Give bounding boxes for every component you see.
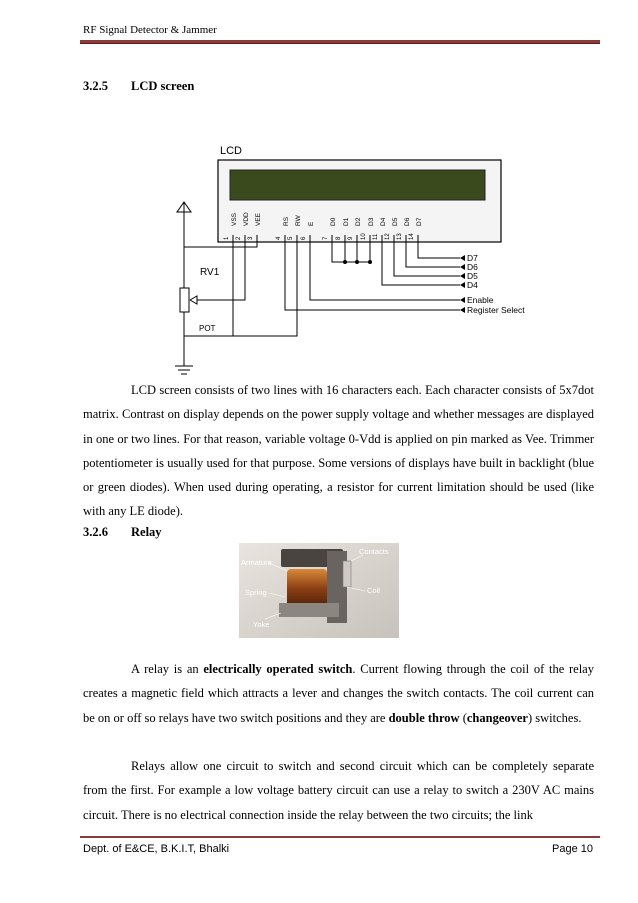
rv1-label: RV1 xyxy=(200,267,220,278)
potentiometer-symbol xyxy=(180,288,189,312)
pin-name-rw: RW xyxy=(295,215,302,226)
relay-photo xyxy=(239,543,399,638)
pin-number: 5 xyxy=(288,236,294,240)
running-header: RF Signal Detector & Jammer xyxy=(83,24,217,36)
pin-name-d0: D0 xyxy=(330,217,337,226)
footer-page-number: Page 10 xyxy=(552,843,593,855)
section-heading-relay xyxy=(83,525,162,540)
lcd-title: LCD xyxy=(220,145,243,157)
pin-name-d3: D3 xyxy=(368,217,375,226)
pin-number: 7 xyxy=(323,236,329,240)
label-yoke: Yoke xyxy=(253,620,270,629)
pin-name-d4: D4 xyxy=(380,217,387,226)
term-electrically-operated-switch: electrically operated switch xyxy=(203,662,353,676)
signal-label-enable: Enable xyxy=(467,295,494,305)
pin-name-vss: VSS xyxy=(231,212,238,226)
section-title: LCD screen xyxy=(131,79,195,93)
lcd-display-area xyxy=(230,170,485,200)
section-heading-lcd xyxy=(83,79,194,94)
pin-name-d1: D1 xyxy=(343,217,350,226)
pin-number: 10 xyxy=(361,233,367,240)
pin-number: 9 xyxy=(348,236,354,240)
pin-name-d6: D6 xyxy=(404,217,411,226)
pin-name-vdd: VDD xyxy=(243,212,250,226)
pin-number: 2 xyxy=(236,236,242,240)
pin-number: 11 xyxy=(373,233,379,240)
label-spring: Spring xyxy=(245,588,267,597)
rw-wire xyxy=(233,235,297,336)
vss-wire xyxy=(184,235,233,336)
signal-terminals xyxy=(460,255,465,313)
section-number: 3.2.5 xyxy=(83,79,108,93)
pin-number: 14 xyxy=(409,233,415,240)
section-title: Relay xyxy=(131,525,162,539)
pin-name-vee: VEE xyxy=(255,212,262,226)
pot-label: POT xyxy=(199,324,216,333)
pot-wiper xyxy=(190,296,197,304)
rs-wire xyxy=(285,235,460,310)
relay-paragraph-2: Relays allow one circuit to switch and second circuit which can be completely separate from the first. For example a low voltage battery circuit can use a relay to switch a 230V AC mains circuit. There is no electrical connection inside the relay between the two circuits; the link xyxy=(83,759,594,822)
signal-label-d7: D7 xyxy=(467,253,478,263)
pin-number: 3 xyxy=(248,236,254,240)
relay-yoke xyxy=(279,603,339,617)
pin-name-d7: D7 xyxy=(416,217,423,226)
pin-name-d2: D2 xyxy=(355,217,362,226)
ground-symbol xyxy=(175,366,193,374)
supply-arrow-symbol xyxy=(177,202,191,290)
label-coil: Coil xyxy=(367,586,380,595)
signal-label-d6: D6 xyxy=(467,262,478,272)
lcd-paragraph: LCD screen consists of two lines with 16 characters each. Each character consists of 5x7dot matrix. Contrast on display depends on the power supply voltage and whether messages are displayed in one or two lines. For that reason, variable voltage 0-Vdd is applied on pin marked as Vee. Trimmer potentiometer is usually used for that purpose. Some versions of displays have built in backlight (blue or green diodes). When used during operating, a resistor for current limitation should be used (like with any LE diode). xyxy=(83,383,594,519)
signal-label-d4: D4 xyxy=(467,280,478,290)
signal-label-register-select: Register Select xyxy=(467,305,525,315)
pin-number: 4 xyxy=(276,236,282,240)
pin-number: 6 xyxy=(301,236,307,240)
pin-name-e: E xyxy=(308,221,315,226)
header-rule xyxy=(80,40,600,44)
term-changeover: changeover xyxy=(466,710,528,725)
pin-number: 13 xyxy=(397,233,403,240)
section-number: 3.2.6 xyxy=(83,525,108,539)
lcd-schematic-figure xyxy=(160,140,560,385)
term-double-throw: double throw xyxy=(388,710,460,725)
pin-name-d5: D5 xyxy=(392,217,399,226)
label-contacts: Contacts xyxy=(359,547,389,556)
pin-number: 12 xyxy=(385,233,391,240)
label-armature: Armature xyxy=(241,558,272,567)
signal-label-d5: D5 xyxy=(467,271,478,281)
relay-paragraph-1: A relay is an electrically operated switch. Current flowing through the coil of the relay creates a magnetic field which attracts a lever and changes the switch contacts. The coil current can be on or off so relays have two switch positions and they are double throw (changeover) switches. xyxy=(83,662,594,725)
footer-department: Dept. of E&CE, B.K.I.T, Bhalki xyxy=(83,843,230,855)
pin-name-rs: RS xyxy=(283,216,290,226)
pin-number: 1 xyxy=(224,236,230,240)
footer-rule xyxy=(80,836,600,838)
pin-number: 8 xyxy=(336,236,342,240)
